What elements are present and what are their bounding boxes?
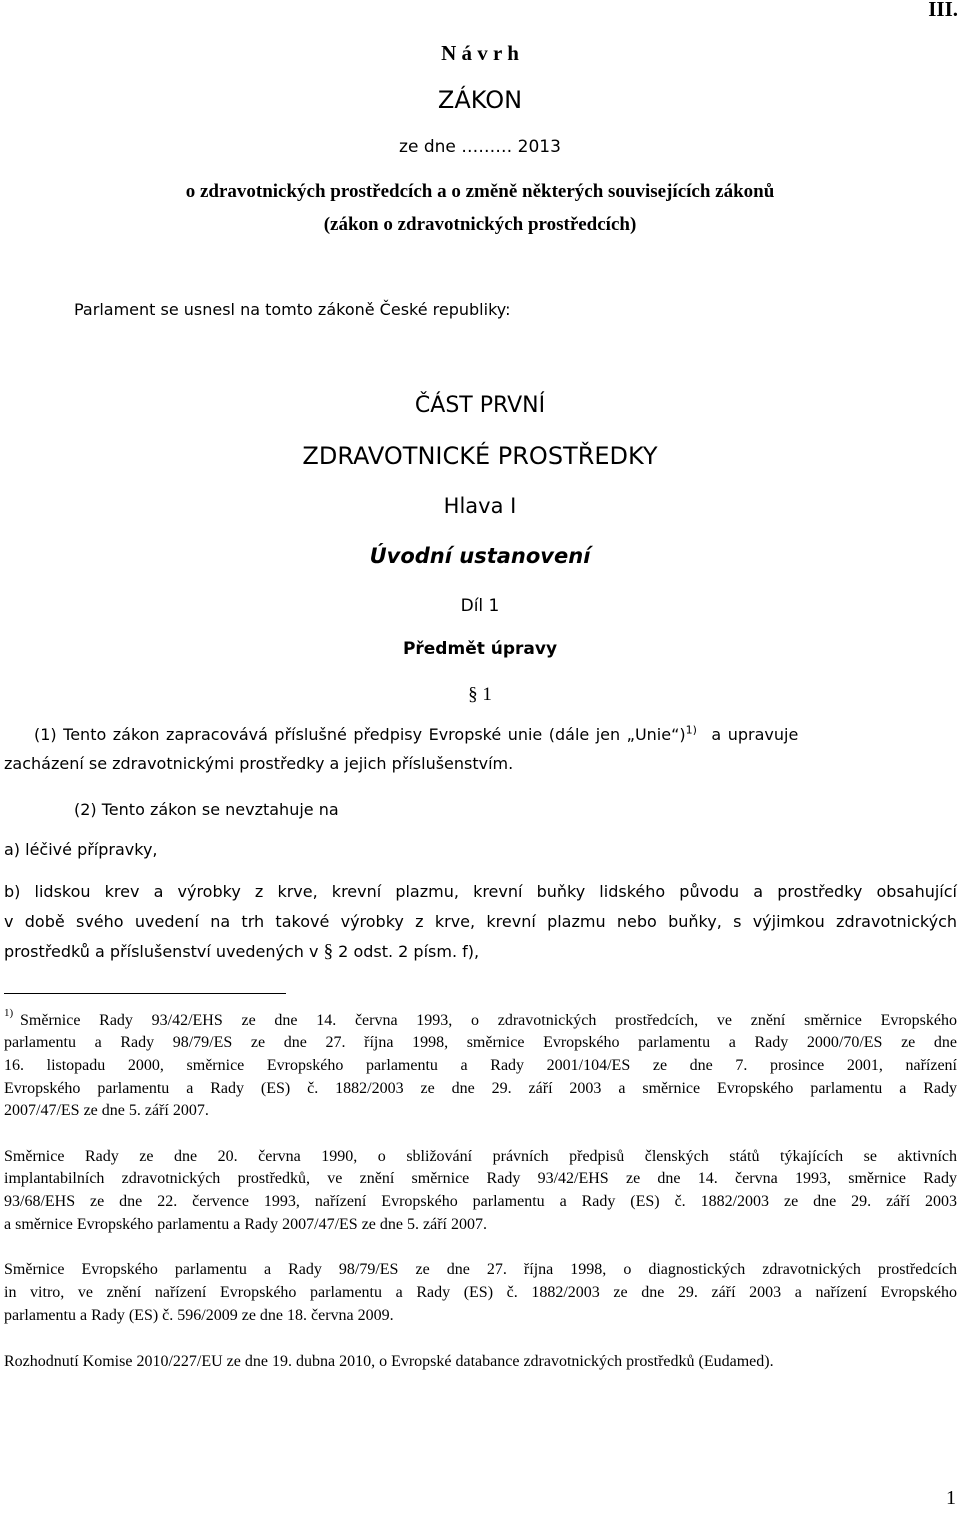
footnote-line: Evropského parlamentu a Rady (ES) č. 1882/2003 ze dne 29. září 2003 a směrnice Evropského parlamentu a Rady <box>4 1080 957 1097</box>
footnote-line: Směrnice Rady 93/42/EHS ze dne 14. června 1993, o zdravotnických prostředcích, ve znění směrnice Evropského <box>20 1012 957 1029</box>
draft-label: N á v r h <box>441 41 519 65</box>
paragraph-1-text: (1) Tento zákon zapracovává příslušné předpisy Evropské unie (dále jen „Unie“) <box>34 725 686 744</box>
footnote-line: a směrnice Evropského parlamentu a Rady 2007/47/ES ze dne 5. září 2007. <box>4 1216 487 1233</box>
footnote-line: 93/68/EHS ze dne 22. července 1993, nařízení Evropského parlamentu a Rady (ES) č. 1882/2003 ze dne 29. září 2003 <box>4 1193 957 1210</box>
law-title: o zdravotnických prostředcích a o změně některých souvisejících zákonů <box>185 181 775 202</box>
footnote-marker: 1) <box>4 1007 14 1019</box>
item-b-line-1: b) lidskou krev a výrobky z krve, krevní plazmu, krevní buňky lidského původu a prostředky obsahující <box>4 882 957 901</box>
division-name: Předmět úpravy <box>402 639 558 659</box>
law-short-title: (zákon o zdravotnických prostředcích) <box>323 214 637 235</box>
head-name: Úvodní ustanovení <box>369 544 591 568</box>
paragraph-1-text-end: a upravuje <box>711 725 799 744</box>
section-mark: § <box>323 941 334 962</box>
footnote-line: parlamentu a Rady (ES) č. 596/2009 ze dne 18. června 2009. <box>4 1307 394 1324</box>
footnote-line: Směrnice Evropského parlamentu a Rady 98/79/ES ze dne 27. října 1998, o diagnostických zdravotnických prostředcích <box>4 1261 957 1278</box>
item-b-text: prostředků a příslušenství uvedených v <box>4 942 319 961</box>
footnote-line: Rozhodnutí Komise 2010/227/EU ze dne 19. dubna 2010, o Evropské databance zdravotnických prostředků (Eudamed). <box>4 1353 774 1370</box>
preamble: Parlament se usnesl na tomto zákoně České republiky: <box>74 300 511 319</box>
footnote-line: 16. listopadu 2000, směrnice Evropského parlamentu a Rady 2001/104/ES ze dne 7. prosince 2001, nařízení <box>4 1057 957 1074</box>
footnote-separator <box>4 993 286 994</box>
section-heading <box>0 684 960 706</box>
law-date: ze dne ……… 2013 <box>399 137 561 157</box>
paragraph-2-intro: (2) Tento zákon se nevztahuje na <box>74 800 339 819</box>
part-label: ČÁST PRVNÍ <box>414 393 546 418</box>
footnote-line: 2007/47/ES ze dne 5. září 2007. <box>4 1102 209 1119</box>
footnote-line: implantabilních zdravotnických prostředků, ve znění směrnice Rady 93/42/EHS ze dne 14. června 1993, směrnice Rady <box>4 1170 957 1187</box>
footnote-reference: 1) <box>685 723 697 737</box>
document-label: III. <box>928 0 958 21</box>
item-b-line-2: v době svého uvedení na trh takové výrobky z krve, krevní plazmu nebo buňky, s výjimkou zdravotnických <box>4 912 957 931</box>
item-b-reference: 2 odst. 2 písm. f), <box>338 942 480 961</box>
item-a: a) léčivé přípravky, <box>4 840 158 859</box>
paragraph-1-line-1 <box>34 725 798 744</box>
item-b-line-3 <box>4 941 479 963</box>
page-number: 1 <box>946 1487 956 1509</box>
paragraph-1-line-2: zacházení se zdravotnickými prostředky a jejich příslušenstvím. <box>4 754 514 773</box>
footnote-line: Směrnice Rady ze dne 20. června 1990, o sbližování právních předpisů členských států týkajících se aktivních <box>4 1148 957 1165</box>
head-label: Hlava I <box>443 494 517 518</box>
law-type-title: ZÁKON <box>437 86 523 114</box>
section-mark: § <box>468 684 478 705</box>
footnote-line: in vitro, ve znění nařízení Evropského parlamentu a Rady (ES) č. 1882/2003 ze dne 29. září 2003 a nařízení Evropského <box>4 1284 957 1301</box>
part-name: ZDRAVOTNICKÉ PROSTŘEDKY <box>302 442 658 470</box>
section-number: 1 <box>482 684 492 705</box>
footnote-line: parlamentu a Rady 98/79/ES ze dne 27. října 1998, směrnice Evropského parlamentu a Rady 2000/70/ES ze dne <box>4 1034 957 1051</box>
division-label: Díl 1 <box>460 596 500 616</box>
